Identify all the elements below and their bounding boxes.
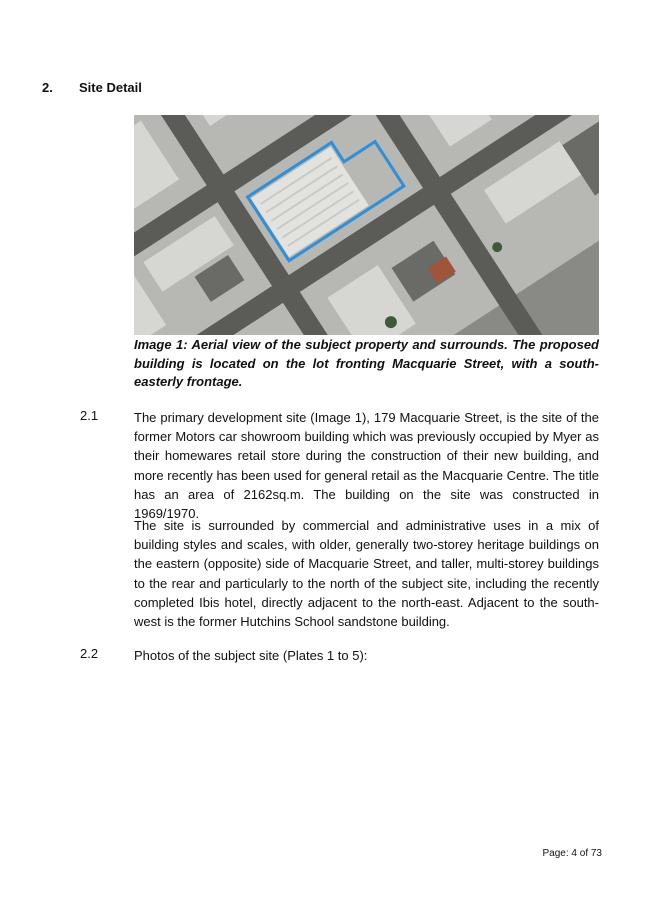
clause-2-1-paragraph-1: The primary development site (Image 1), 179 Macquarie Street, is the site of the former Motors car showroom building which was previously occupied by Myer as their homewares retail store during the construction of their new building, and more recently has been used for general retail as the Macquarie Centre. The title has an area of 2162sq.m. The building on the site was constructed in 1969/1970. bbox=[134, 410, 599, 522]
clause-number-2-1: 2.1 bbox=[80, 408, 99, 423]
aerial-image bbox=[134, 115, 599, 335]
clause-number-2-2: 2.2 bbox=[80, 646, 99, 661]
section-number: 2. bbox=[42, 80, 53, 95]
clause-2-1-paragraph-2: The site is surrounded by commercial and administrative uses in a mix of building styles and scales, with older, generally two-storey heritage buildings on the eastern (opposite) side of Macquarie Street, and taller, multi-storey buildings to the rear and particularly to the north of the subject site, including the recently completed Ibis hotel, directly adjacent to the north-east. Adjacent to the south-west is the former Hutchins School sandstone building. bbox=[134, 518, 599, 630]
page-number: Page: 4 of 73 bbox=[542, 848, 602, 859]
aerial-photo-graphic bbox=[134, 115, 599, 335]
section-title: Site Detail bbox=[79, 80, 142, 95]
image-caption: Image 1: Aerial view of the subject property and surrounds. The proposed building is located on the lot fronting Macquarie Street, with a south-easterly frontage. bbox=[134, 337, 599, 389]
clause-2-2-paragraph-1: Photos of the subject site (Plates 1 to 5): bbox=[134, 648, 368, 663]
